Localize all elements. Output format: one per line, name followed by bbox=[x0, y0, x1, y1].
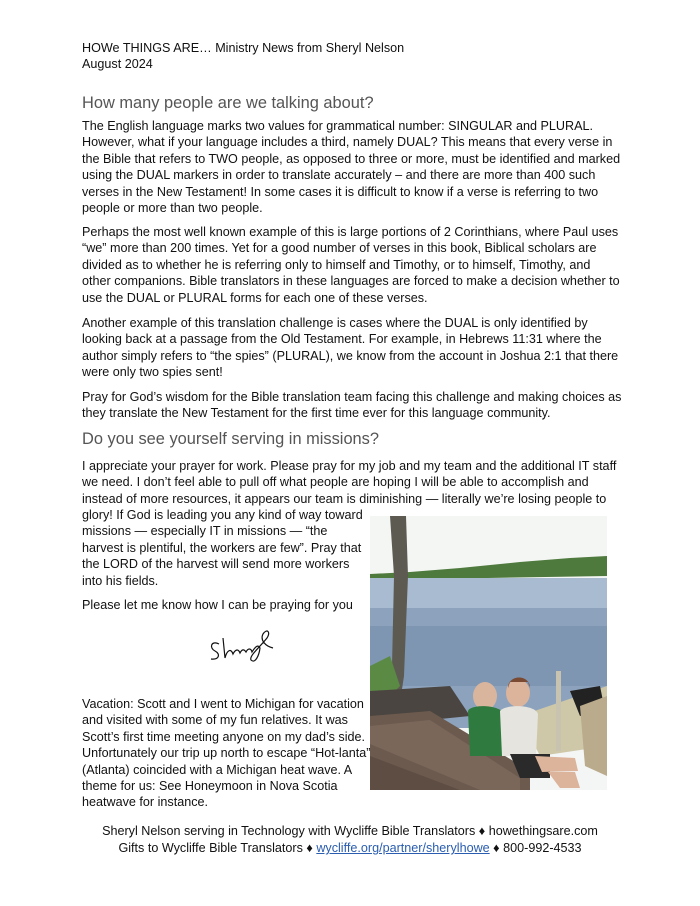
section-heading-number: How many people are we talking about? bbox=[82, 94, 374, 112]
paragraph-hebrews: Another example of this translation challenge is cases where the DUAL is only identified by looking back at a passage from the Old Testament. For example, in Hebrews 11:31 where the author simply refers to “the spies” (PLURAL), we know from the account in Joshua 2:1 that there were only two spies sent! bbox=[82, 316, 619, 380]
signature bbox=[205, 618, 285, 668]
paragraph-work-prayer: I appreciate your prayer for work. Please pray for my job and my team and the additional IT staff we need. I don’t feel able to pull off what people are hoping I will be able to accomplish and instead of more resources, it appears our team is diminishing — literally we’re losing people to bbox=[82, 459, 617, 506]
paragraph-prayer-wisdom: Pray for God’s wisdom for the Bible translation team facing this challenge and making choices as they translate the New Testament for the first time ever for this language community. bbox=[82, 390, 622, 421]
paragraph-harvest: glory! If God is leading you any kind of way toward missions — especially IT in missions — “the harvest is plentiful, the workers are few”. Pray that the LORD of the harvest will send more workers into his fields. bbox=[82, 508, 363, 588]
paragraph-dual-intro: The English language marks two values for grammatical number: SINGULAR and PLURAL. However, what if your language includes a third, namely DUAL? This means that every verse in the Bible that refers to TWO people, as opposed to three or more, must be identified and marked using the DUAL markers in order to translate accurately – and there are more than 400 such verses in the New Testament! In some cases it is difficult to know if a verse is referring to two people or more than two people. bbox=[82, 119, 621, 216]
newsletter-date: August 2024 bbox=[82, 57, 153, 71]
donation-link[interactable]: wycliffe.org/partner/sherylhowe bbox=[316, 841, 490, 855]
footer-gifts-line bbox=[0, 840, 700, 857]
footer-contact-line: Sheryl Nelson serving in Technology with Wycliffe Bible Translators ♦ howethingsare.com bbox=[102, 824, 598, 838]
masthead bbox=[82, 40, 622, 72]
footer-phone: ♦ 800-992-4533 bbox=[489, 841, 582, 855]
section-heading-missions: Do you see yourself serving in missions? bbox=[82, 430, 379, 448]
paragraph-vacation: Vacation: Scott and I went to Michigan for vacation and visited with some of my fun relatives. It was Scott’s first time meeting anyone on my dad’s side. Unfortunately our trip up north to escape “Hot-lanta” (Atlanta) coincided with a Michigan heat wave. A theme for us: See Honeymoon in Nova Scotia heatwave for instance. bbox=[82, 697, 371, 810]
footer bbox=[0, 823, 700, 857]
paragraph-corinthians: Perhaps the most well known example of this is large portions of 2 Corinthians, where Paul uses “we” more than 200 times. Yet for a good number of verses in this book, Biblical scholars are divided as to whether he is referring only to himself and Timothy, or to himself, Timothy, and other companions. Bible translators in these languages are forced to make a decision whether to use the DUAL or PLURAL forms for each one of these verses. bbox=[82, 225, 620, 305]
paragraph-prayer-request: Please let me know how I can be praying for you bbox=[82, 598, 353, 612]
newsletter-title: HOWe THINGS ARE… Ministry News from Sheryl Nelson bbox=[82, 41, 405, 55]
lake-scene-image bbox=[370, 516, 607, 790]
vacation-photo bbox=[370, 516, 607, 790]
footer-gifts-prefix: Gifts to Wycliffe Bible Translators ♦ bbox=[118, 841, 317, 855]
